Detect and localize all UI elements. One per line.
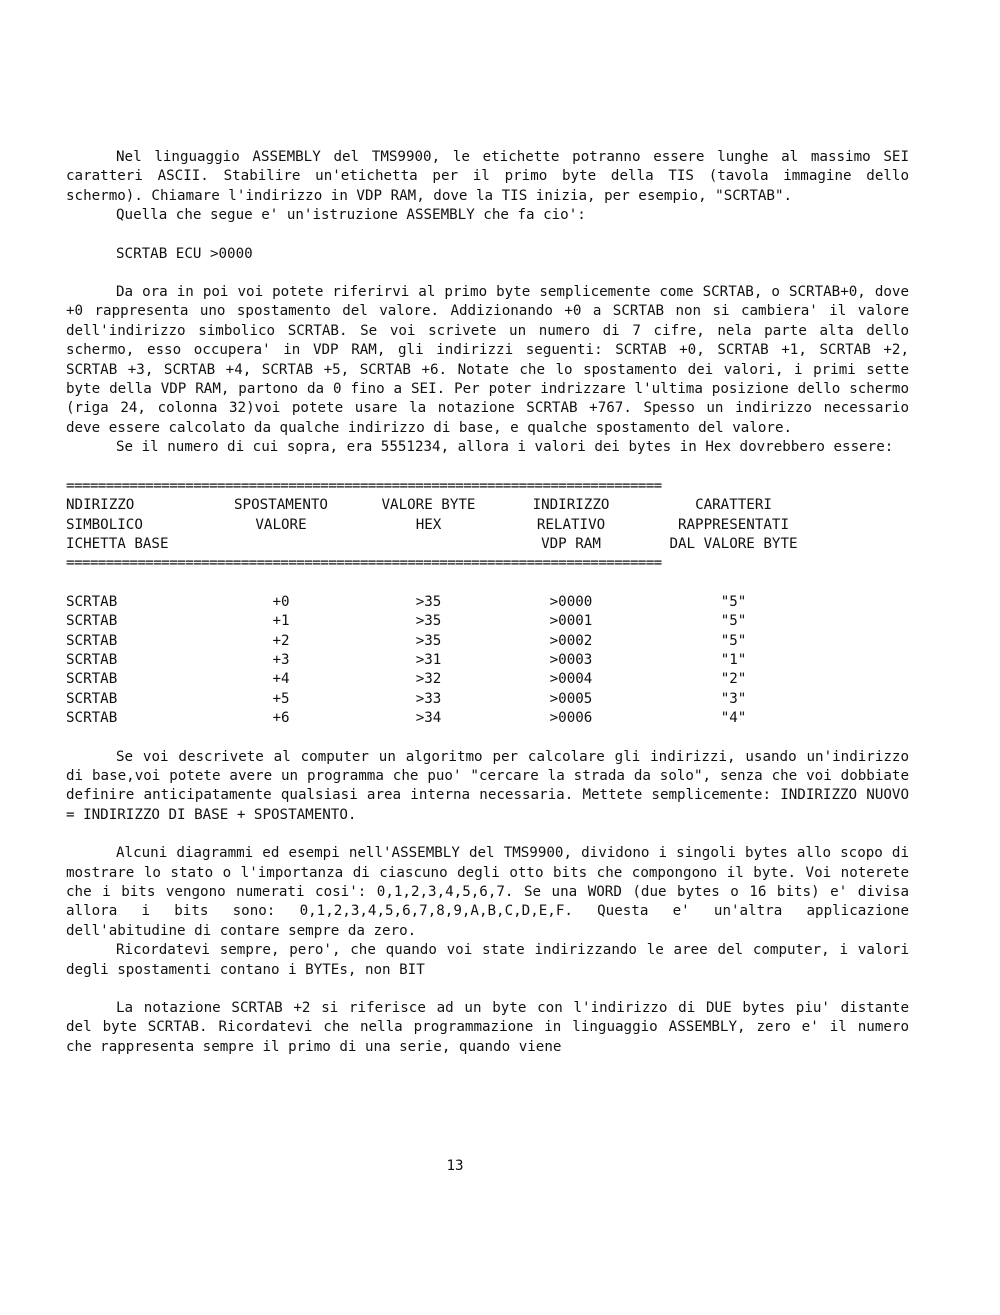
notation-section — [66, 999, 909, 1057]
character-cell: "2" — [720, 671, 747, 688]
character-cell: "3" — [720, 690, 747, 707]
header-cell: DAL VALORE BYTE — [669, 535, 798, 552]
intro-section — [66, 148, 909, 226]
document-page — [66, 148, 909, 1057]
paragraph-notation: La notazione SCRTAB +2 si riferisce ad un byte con l'indirizzo di DUE bytes piu' distante del byte SCRTAB. Ricordatevi che nella programmazione in linguaggio ASSEMBLY, zero e' il numero che rappresenta sempre il primo di una serie, quando viene — [66, 1000, 909, 1055]
table-header-row — [66, 516, 826, 535]
offset-cell: +4 — [272, 671, 290, 688]
hex-value-cell: >31 — [415, 651, 442, 668]
offset-section — [66, 283, 909, 458]
paragraph-instruction-intro: Quella che segue e' un'istruzione ASSEMBLY che fa cio': — [116, 207, 586, 224]
symbol-cell: SCRTAB — [66, 632, 118, 649]
hex-value-cell: >32 — [415, 671, 442, 688]
paragraph-offset-explanation: Da ora in poi voi potete riferirvi al primo byte semplicemente come SCRTAB, o SCRTAB+0, dove +0 rappresenta uno spostamento del valore. Addizionando +0 a SCRTAB non si cambiera' il valore dell'indirizzo simbolico SCRTAB. Se voi scrivete un numero di 7 cifre, nela parte alta dello schermo, esso occupera' in VDP RAM, gli indirizzi seguenti: SCRTAB +0, SCRTAB +1, SCRTAB +2, SCRTAB +3, SCRTAB +4, SCRTAB +5, SCRTAB +6. Notate che lo spostamento dei valori, i primi sette byte della VDP RAM, partono da 0 fino a SEI. Per poter indrizzare l'ultima posizione dello schermo (riga 24, colonna 32)voi potete usare la notazione SCRTAB +767. Spesso un indirizzo necessario deve essere calcolato da qualche indirizzo di base, e qualche spostamento del valore. — [66, 284, 909, 436]
offset-cell: +2 — [272, 632, 290, 649]
table-row — [66, 612, 826, 631]
table-rows — [66, 593, 826, 729]
bits-section — [66, 844, 909, 980]
header-cell — [206, 535, 356, 554]
header-cell — [356, 535, 501, 554]
paragraph-bits: Alcuni diagrammi ed esempi nell'ASSEMBLY del TMS9900, dividono i singoli bytes allo scopo di mostrare lo stato o l'importanza di ciascuno degli otto bits che compongono il byte. Voi noterete che i bits vengono numerati cosi': 0,1,2,3,4,5,6,7. Se una WORD (due bytes o 16 bits) e' divisa allora i bits sono: 0,1,2,3,4,5,6,7,8,9,A,B,C,D,E,F. Questa e' un'altra applicazione dell'abitudine di contare sempre da zero. — [66, 845, 909, 939]
hex-value-cell: >33 — [415, 690, 442, 707]
character-cell: "4" — [720, 710, 747, 727]
offset-cell: +1 — [272, 613, 290, 630]
table-header-row — [66, 535, 826, 554]
table-header-separator: =========================================================================== — [66, 555, 662, 572]
character-cell: "1" — [720, 651, 747, 668]
offset-cell: +0 — [272, 593, 290, 610]
header-cell: HEX — [415, 516, 442, 533]
offset-cell: +6 — [272, 710, 290, 727]
character-cell: "5" — [720, 593, 747, 610]
vdp-address-cell: >0002 — [549, 632, 593, 649]
vdp-address-cell: >0000 — [549, 593, 593, 610]
symbol-cell: SCRTAB — [66, 613, 118, 630]
vdp-address-cell: >0005 — [549, 690, 593, 707]
offset-cell: +5 — [272, 690, 290, 707]
hex-value-cell: >35 — [415, 613, 442, 630]
address-table — [66, 496, 826, 554]
vdp-address-cell: >0006 — [549, 710, 593, 727]
paragraph-labels-intro: Nel linguaggio ASSEMBLY del TMS9900, le etichette potranno essere lunghe al massimo SEI caratteri ASCII. Stabilire un'etichetta per il primo byte della TIS (tavola immagine dello schermo). Chiamare l'indirizzo in VDP RAM, dove la TIS inizia, per esempio, "SCRTAB". — [66, 149, 909, 204]
vdp-address-cell: >0001 — [549, 613, 593, 630]
header-cell: VALORE BYTE — [381, 497, 476, 514]
paragraph-reminder: Ricordatevi sempre, pero', che quando voi state indirizzando le aree del computer, i valori degli spostamenti contano i BYTEs, non BIT — [66, 942, 909, 978]
table-row — [66, 670, 826, 689]
offset-cell: +3 — [272, 651, 290, 668]
header-cell: RELATIVO — [536, 516, 606, 533]
table-top-separator: =========================================================================== — [66, 477, 662, 494]
table-header-row — [66, 496, 826, 515]
address-table-body — [66, 593, 826, 729]
character-cell: "5" — [720, 632, 747, 649]
header-cell: CARATTERI — [695, 497, 772, 514]
algorithm-section — [66, 748, 909, 826]
symbol-cell: SCRTAB — [66, 690, 118, 707]
hex-value-cell: >34 — [415, 710, 442, 727]
character-cell: "5" — [720, 613, 747, 630]
symbol-cell: SCRTAB — [66, 593, 118, 610]
code-equ-line: SCRTAB ECU >0000 — [116, 245, 253, 262]
table-row — [66, 690, 826, 709]
vdp-address-cell: >0003 — [549, 651, 593, 668]
header-cell: SIMBOLICO — [66, 516, 143, 533]
table-row — [66, 593, 826, 612]
header-cell: SPOSTAMENTO — [234, 497, 328, 514]
hex-value-cell: >35 — [415, 593, 442, 610]
header-cell: ICHETTA BASE — [66, 535, 169, 552]
table-row — [66, 632, 826, 651]
hex-value-cell: >35 — [415, 632, 442, 649]
header-cell: INDIRIZZO — [532, 497, 610, 514]
vdp-address-cell: >0004 — [549, 671, 593, 688]
paragraph-algorithm: Se voi descrivete al computer un algoritmo per calcolare gli indirizzi, usando un'indirizzo di base,voi potete avere un programma che puo' "cercare la strada da solo", senza che voi dobbiate definire anticipatamente qualsiasi area interna necessaria. Mettete semplicemente: INDIRIZZO NUOVO = INDIRIZZO DI BASE + SPOSTAMENTO. — [66, 748, 909, 823]
table-row — [66, 651, 826, 670]
paragraph-hex-intro: Se il numero di cui sopra, era 5551234, allora i valori dei bytes in Hex dovrebbero essere: — [116, 439, 894, 456]
header-cell: VDP RAM — [541, 535, 601, 552]
page-number: 13 — [446, 1158, 464, 1174]
table-row — [66, 709, 826, 728]
symbol-cell: SCRTAB — [66, 651, 118, 668]
header-cell: VALORE — [255, 516, 307, 533]
header-cell: RAPPRESENTATI — [677, 516, 790, 533]
symbol-cell: SCRTAB — [66, 671, 118, 688]
header-cell: NDIRIZZO — [66, 497, 135, 514]
symbol-cell: SCRTAB — [66, 710, 118, 727]
